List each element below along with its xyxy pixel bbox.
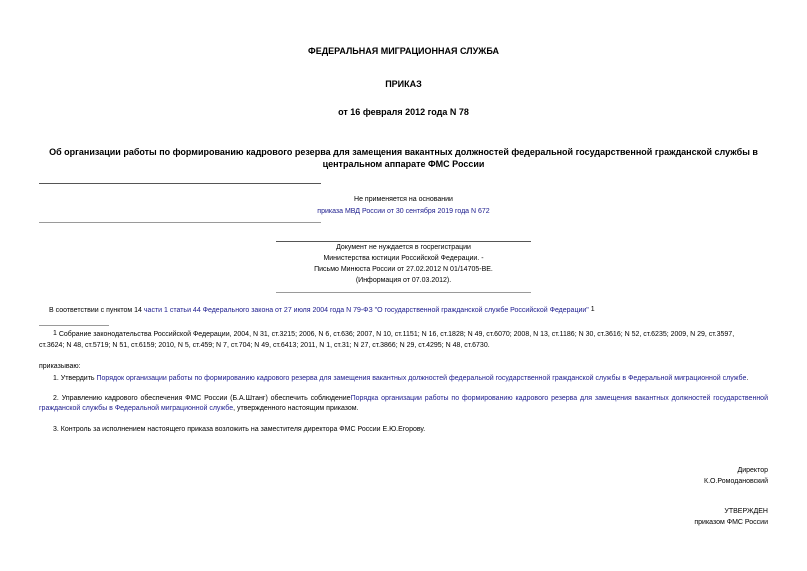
law-link[interactable]: части 1 статьи 44 Федерального закона от 27 июля 2004 года N 79-ФЗ "О государственной гражданской службе Российской Федерации" xyxy=(143,307,589,314)
document-date-number: от 16 февраля 2012 года N 78 xyxy=(338,107,469,117)
preamble-text: В соответствии с пунктом 14 xyxy=(49,307,144,314)
footnote-marker[interactable]: 1 xyxy=(590,306,595,313)
document-title-line-1: Об организации работы по формированию кадрового резерва для замещения вакантных должностей федеральной государственной гражданской службы в xyxy=(49,147,758,157)
footnote-line-1 xyxy=(53,330,734,338)
status-note-text: Не применяется на основании xyxy=(354,196,453,203)
signature-position: Директор xyxy=(737,467,768,474)
divider xyxy=(39,183,321,184)
divider xyxy=(39,222,321,223)
registration-note-line-3: Письмо Минюста России от 27.02.2012 N 01/14705-ВЕ. xyxy=(314,266,493,273)
registration-note-line-1: Документ не нуждается в госрегистрации xyxy=(336,244,471,251)
item-2-suffix: , утвержденного настоящим приказом. xyxy=(233,405,359,412)
item-3: 3. Контроль за исполнением настоящего приказа возложить на заместителя директора ФМС России Е.Ю.Егорову. xyxy=(53,426,426,433)
footnote-text-1: Собрание законодательства Российской Федерации, 2004, N 31, ст.3215; 2006, N 6, ст.636; 2007, N 10, ст.1151; N 16, ст.1828; N 49, ст.6070; 2008, N 13, ст.1186; N 30, ст.3616; N 52, ст.6235; 2009, N 29, ст.3597, xyxy=(58,331,735,338)
registration-note-line-2: Министерства юстиции Российской Федерации. - xyxy=(323,255,484,262)
preamble xyxy=(49,306,595,314)
signature-name: К.О.Ромодановский xyxy=(704,478,768,485)
footnote-line-2: ст.3624; N 48, ст.5719; N 51, ст.6159; 2010, N 5, ст.459; N 7, ст.704; N 49, ст.6413; 2011, N 1, ст.31; N 27, ст.3866; N 29, ст.4295; N 48, ст.6730. xyxy=(39,342,490,349)
document-title-line-2: центральном аппарате ФМС России xyxy=(322,159,485,169)
status-note-link[interactable]: приказа МВД России от 30 сентября 2019 года N 672 xyxy=(317,208,490,215)
item-1 xyxy=(53,375,748,382)
document-type: ПРИКАЗ xyxy=(385,79,422,89)
item-1-prefix: 1. Утвердить xyxy=(53,375,97,382)
item-2-prefix: 2. Управлению кадрового обеспечения ФМС России (Б.А.Штанг) обеспечить соблюдение xyxy=(53,395,351,402)
approval-by: приказом ФМС России xyxy=(694,519,768,526)
footnote-number: 1 xyxy=(53,330,57,337)
order-word: приказываю: xyxy=(39,363,81,370)
procedure-link[interactable]: Порядок организации работы по формированию кадрового резерва для замещения вакантных должностей федеральной государственной гражданской службы в Федеральной миграционной службе xyxy=(96,375,747,382)
registration-note-line-4: (Информация от 07.03.2012). xyxy=(355,277,452,284)
item-2 xyxy=(39,394,768,414)
divider xyxy=(276,241,531,242)
agency-name: ФЕДЕРАЛЬНАЯ МИГРАЦИОННАЯ СЛУЖБА xyxy=(308,46,499,56)
approval-word: УТВЕРЖДЕН xyxy=(724,508,768,515)
divider xyxy=(276,292,531,293)
procedure-link-2[interactable]: Порядка организации работы по формированию кадрового резерва для замещения вакантных должностей государственной гражданской службы в Федеральной миграционной службе xyxy=(39,395,768,412)
footnote-divider xyxy=(39,325,109,326)
item-1-suffix: . xyxy=(746,375,749,382)
